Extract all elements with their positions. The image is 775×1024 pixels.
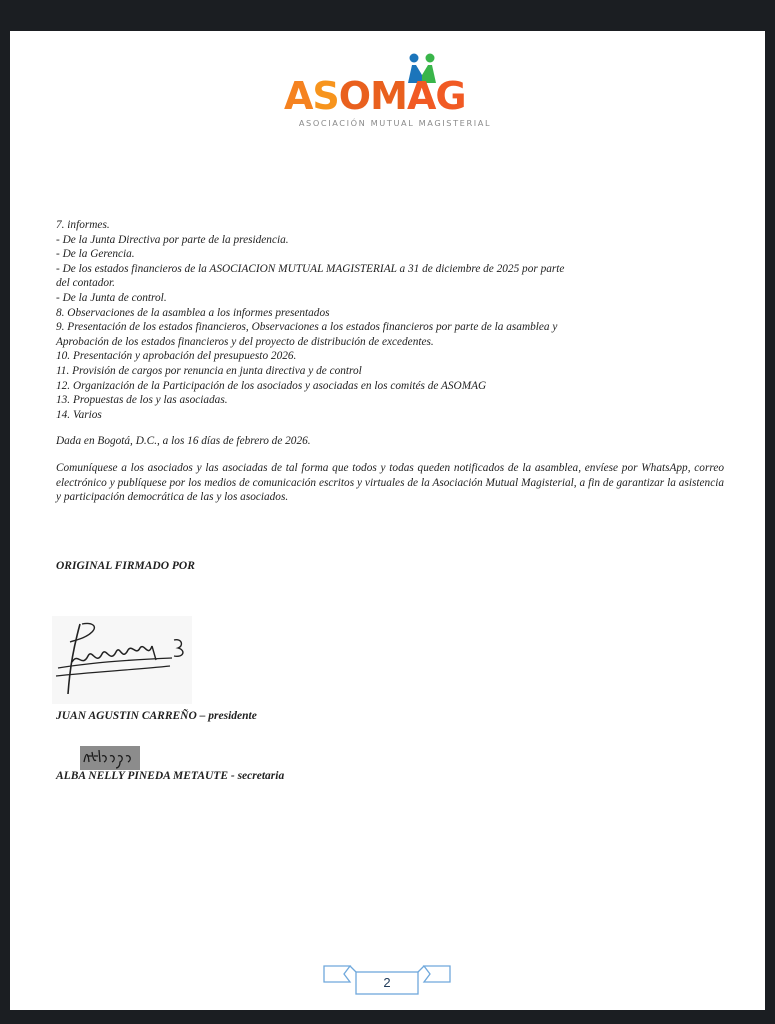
agenda-line: 13. Propuestas de los y las asociadas. <box>56 394 228 407</box>
logo-wordmark: ASOMAG <box>284 74 466 118</box>
agenda-line: - De los estados financieros de la ASOCIACION MUTUAL MAGISTERIAL a 31 de diciembre de 2025 por parte <box>56 262 565 275</box>
agenda-line: 14. Varios <box>56 408 102 421</box>
agenda-line: 8. Observaciones de la asamblea a los informes presentados <box>56 306 330 319</box>
notice-paragraph: Comuníquese a los asociados y las asociadas de tal forma que todos y todas queden notificados de la asamblea, envíese por WhatsApp, correo electrónico y publíquese por los medios de comunicación escritos y virtuales de la Asociación Mutual Magisterial, a fin de garantizar la asistencia y participación democrática de las y los asociados. <box>56 461 724 504</box>
logo-subtitle: ASOCIACIÓN MUTUAL MAGISTERIAL <box>298 118 492 128</box>
signatory-secretaria: ALBA NELLY PINEDA METAUTE - secretaria <box>56 770 285 782</box>
document-page <box>10 31 765 1010</box>
agenda-body <box>56 218 724 505</box>
agenda-line: 10. Presentación y aprobación del presupuesto 2026. <box>56 350 297 363</box>
agenda-line: Aprobación de los estados financieros y del proyecto de distribución de excedentes. <box>56 335 434 348</box>
page-number: 2 <box>383 975 391 990</box>
signature-presidente-image <box>52 616 192 704</box>
agenda-line: 7. informes. <box>56 219 110 231</box>
agenda-line: - De la Junta de control. <box>56 291 167 304</box>
signatory-presidente: JUAN AGUSTIN CARREÑO – presidente <box>56 710 257 722</box>
signature-secretaria-image <box>80 746 140 770</box>
agenda-line: 12. Organización de la Participación de los asociados y asociadas en los comités de ASOMAG <box>56 379 487 392</box>
agenda-line: - De la Gerencia. <box>56 248 135 261</box>
asomag-logo <box>280 53 510 128</box>
agenda-line: del contador. <box>56 277 115 290</box>
agenda-line: 11. Provisión de cargos por renuncia en junta directiva y de control <box>56 364 362 377</box>
agenda-line: 9. Presentación de los estados financieros, Observaciones a los estados financieros por parte de la asamblea y <box>56 321 558 334</box>
agenda-line: - De la Junta Directiva por parte de la presidencia. <box>56 233 289 246</box>
date-line: Dada en Bogotá, D.C., a los 16 días de febrero de 2026. <box>56 435 311 448</box>
signature-label: ORIGINAL FIRMADO POR <box>56 560 195 572</box>
